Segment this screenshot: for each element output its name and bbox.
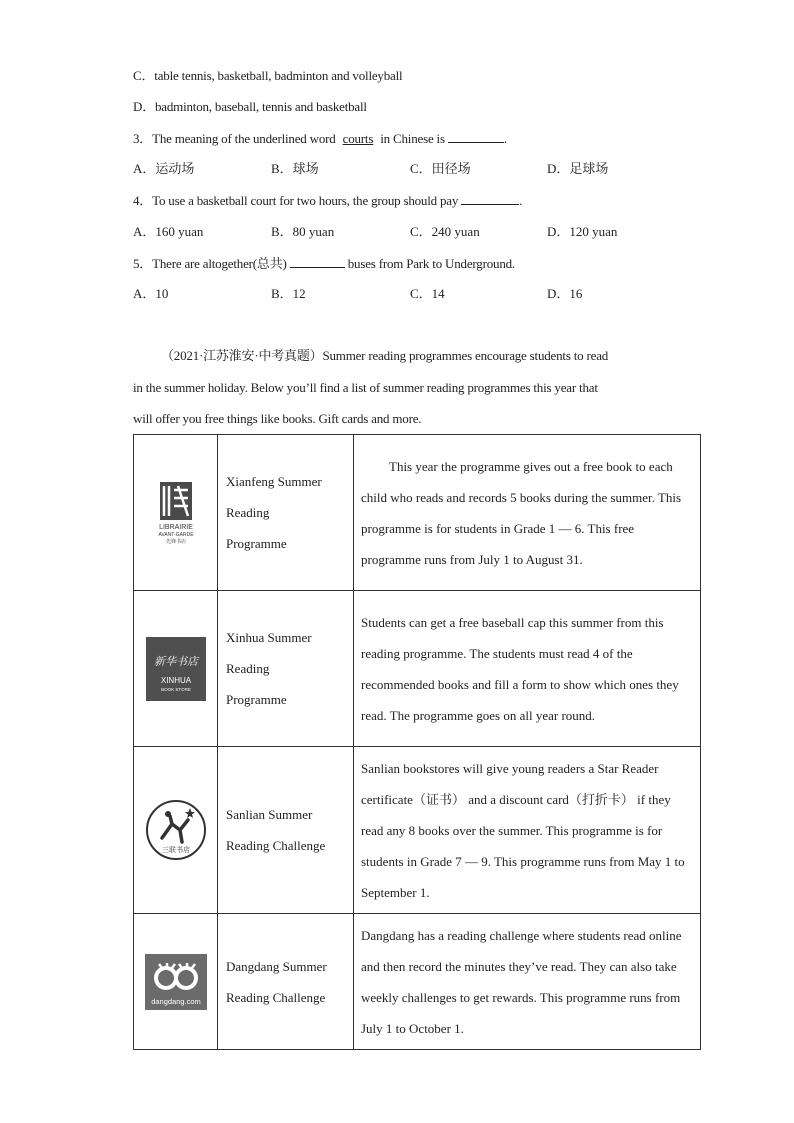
question-end: . [519, 193, 523, 208]
table-row [134, 435, 701, 591]
question-4-options [133, 224, 693, 240]
option-d[interactable]: D．16 [547, 286, 583, 301]
librairie-avant-garde-logo [152, 480, 200, 546]
option-letter: C． [133, 68, 155, 83]
question-text: The meaning of the underlined word [152, 131, 336, 146]
svg-text:三联书店: 三联书店 [161, 846, 190, 854]
question-text: buses from Park to Underground. [347, 256, 515, 271]
question-5 [133, 255, 515, 272]
option-c[interactable]: C．田径场 [410, 161, 471, 176]
passage-intro-line-3: will offer you free things like books. Gift cards and more. [133, 411, 422, 426]
logo-cell [134, 591, 218, 747]
underlined-word: courts [342, 131, 374, 146]
sanlian-bookstore-logo [144, 798, 208, 862]
option-text: table tennis, basketball, badminton and volleyball [154, 68, 403, 83]
svg-text:dangdang.com: dangdang.com [150, 996, 201, 1006]
programme-name-line: Reading Challenge [226, 838, 326, 853]
option-c[interactable]: C．14 [410, 286, 445, 301]
dangdang-logo [145, 954, 207, 1010]
question-5-options [133, 286, 693, 302]
programme-name [218, 435, 354, 591]
programme-description [354, 591, 701, 747]
option-a[interactable]: A．160 yuan [133, 224, 204, 239]
answer-blank[interactable] [448, 130, 504, 143]
svg-text:LIBRAIRIE: LIBRAIRIE [158, 523, 193, 531]
programme-name [218, 747, 354, 914]
option-text: badminton, baseball, tennis and basketball [155, 99, 367, 114]
description-text: Dangdang has a reading challenge where students read online and then record the minutes they’ve read. They can also take weekly challenges to get rewards. This programme runs from July 1 to October 1. [361, 927, 682, 1036]
programme-name-line: Xinhua Summer [226, 630, 312, 645]
question-text: in Chinese is [380, 131, 445, 146]
question-end: . [503, 131, 507, 146]
question-4 [133, 192, 522, 209]
xinhua-bookstore-logo [146, 637, 206, 701]
question-number: 5． [133, 256, 153, 271]
logo-cell [134, 435, 218, 591]
question-text: To use a basketball court for two hours, the group should pay [152, 193, 459, 208]
question-3 [133, 130, 507, 147]
svg-text:先锋书店: 先锋书店 [165, 538, 186, 545]
passage-intro-line-1: （2021·江苏淮安·中考真题）Summer reading programmes encourage students to read [161, 348, 609, 363]
programme-name-line: Xianfeng Summer [226, 474, 322, 489]
description-text: Sanlian bookstores will give young readers a Star Reader certificate（证书） and a discount card（打折卡） if they read any 8 books over the summer. This programme is for students in Grade 7 — 9. This programme runs from May 1 to September 1. [361, 760, 685, 900]
option-b[interactable]: B．80 yuan [271, 224, 335, 239]
answer-blank[interactable] [461, 192, 519, 205]
option-c-prev [133, 68, 402, 84]
description-text: This year the programme gives out a free book to each child who reads and records 5 books during the summer. This programme is for students in Grade 1 — 6. This free programme runs from July 1 to August 31. [361, 458, 682, 567]
programme-name [218, 914, 354, 1050]
programmes-table [133, 434, 701, 1050]
svg-text:AVANT-GARDE: AVANT-GARDE [157, 531, 194, 538]
description-text: Students can get a free baseball cap this summer from this reading programme. The students must read 4 of the recommended books and fill a form to show which ones they read. The programme goes on all year round. [361, 614, 679, 723]
option-d-prev [133, 99, 367, 115]
programme-description [354, 747, 701, 914]
option-b[interactable]: B．12 [271, 286, 306, 301]
question-3-options [133, 161, 693, 177]
option-letter: D． [133, 99, 155, 114]
programme-name-line: Programme [226, 692, 287, 707]
programme-name-line: Dangdang Summer [226, 958, 327, 974]
option-d[interactable]: D．足球场 [547, 161, 609, 176]
programme-name-line: Reading [226, 661, 270, 676]
option-a[interactable]: A．运动场 [133, 161, 195, 176]
table-row [134, 914, 701, 1050]
option-b[interactable]: B．球场 [271, 161, 319, 176]
programme-name-line: Sanlian Summer [226, 807, 313, 822]
question-number: 4． [133, 193, 153, 208]
programme-name-line: Programme [226, 536, 287, 551]
svg-text:BOOK STORE: BOOK STORE [160, 686, 191, 692]
option-a[interactable]: A．10 [133, 286, 169, 301]
programme-name-line: Reading [226, 505, 270, 520]
table-row [134, 591, 701, 747]
programme-name [218, 591, 354, 747]
question-text: There are altogether(总共) [152, 256, 287, 271]
svg-text:新华书店: 新华书店 [153, 654, 198, 668]
table-row [134, 747, 701, 914]
question-number: 3． [133, 131, 153, 146]
programme-name-line: Reading Challenge [226, 989, 326, 1005]
programme-description [354, 914, 701, 1050]
logo-cell [134, 747, 218, 914]
logo-cell [134, 914, 218, 1050]
option-c[interactable]: C．240 yuan [410, 224, 480, 239]
option-d[interactable]: D．120 yuan [547, 224, 618, 239]
answer-blank[interactable] [290, 255, 345, 268]
programme-description [354, 435, 701, 591]
passage-intro-line-2: in the summer holiday. Below you’ll find a list of summer reading programmes this year that [133, 380, 598, 395]
svg-text:XINHUA: XINHUA [160, 675, 191, 685]
